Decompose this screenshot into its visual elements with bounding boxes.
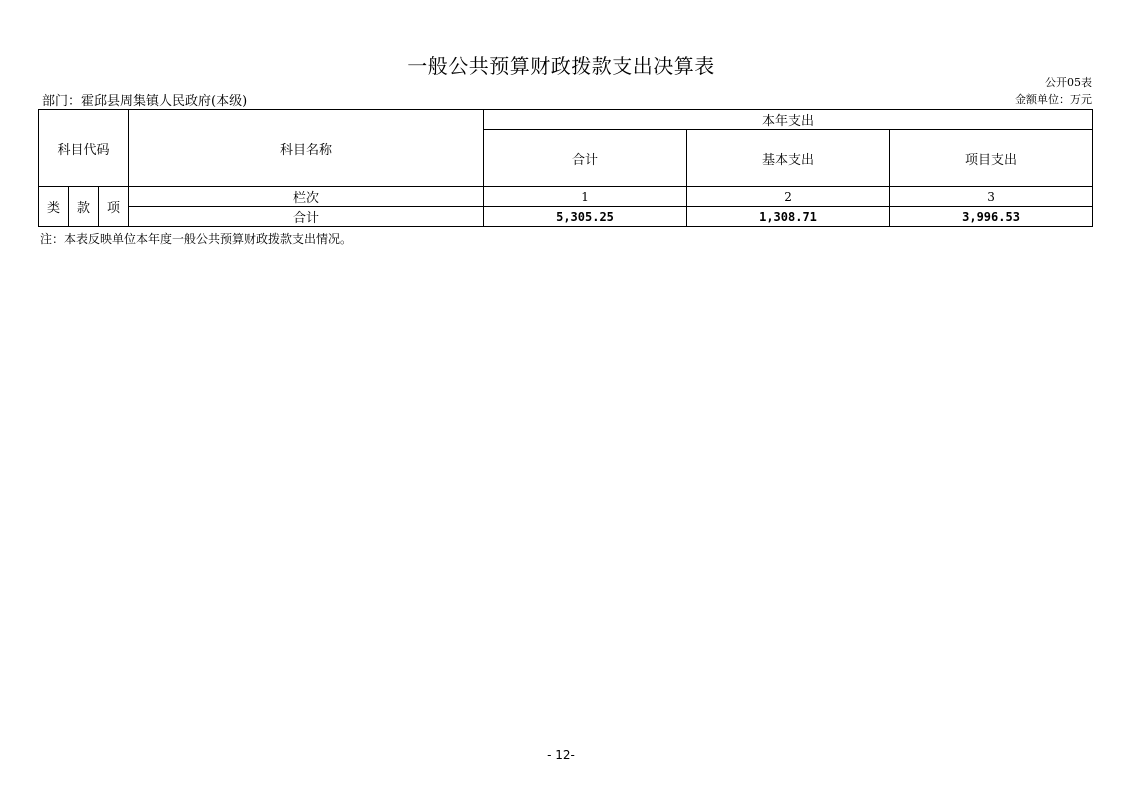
header-subject-code: 科目代码 <box>39 110 129 187</box>
total-row-total-value: 5,305.25 <box>484 207 687 227</box>
column-index-2: 2 <box>687 187 890 207</box>
header-category: 类 <box>39 187 69 227</box>
total-row-basic-value: 1,308.71 <box>687 207 890 227</box>
column-index-label: 栏次 <box>129 187 484 207</box>
total-row-label: 合计 <box>129 207 484 227</box>
page-title: 一般公共预算财政拨款支出决算表 <box>407 54 715 78</box>
header-project-expenditure: 项目支出 <box>890 130 1093 187</box>
header-current-year-expenditure: 本年支出 <box>484 110 1093 130</box>
expenditure-table <box>38 109 1093 227</box>
header-basic-expenditure: 基本支出 <box>687 130 890 187</box>
amount-unit-label: 金额单位：万元 <box>1015 93 1092 106</box>
header-subject-name: 科目名称 <box>129 110 484 187</box>
header-item: 项 <box>99 187 129 227</box>
column-index-3: 3 <box>890 187 1093 207</box>
total-row-project-value: 3,996.53 <box>890 207 1093 227</box>
column-index-1: 1 <box>484 187 687 207</box>
page-number: - 12- <box>547 748 575 762</box>
form-number: 公开05表 <box>1045 76 1092 89</box>
department-label: 部门：霍邱县周集镇人民政府(本级) <box>42 94 248 109</box>
table-note: 注：本表反映单位本年度一般公共预算财政拨款支出情况。 <box>40 232 353 246</box>
header-section: 款 <box>69 187 99 227</box>
header-total: 合计 <box>484 130 687 187</box>
